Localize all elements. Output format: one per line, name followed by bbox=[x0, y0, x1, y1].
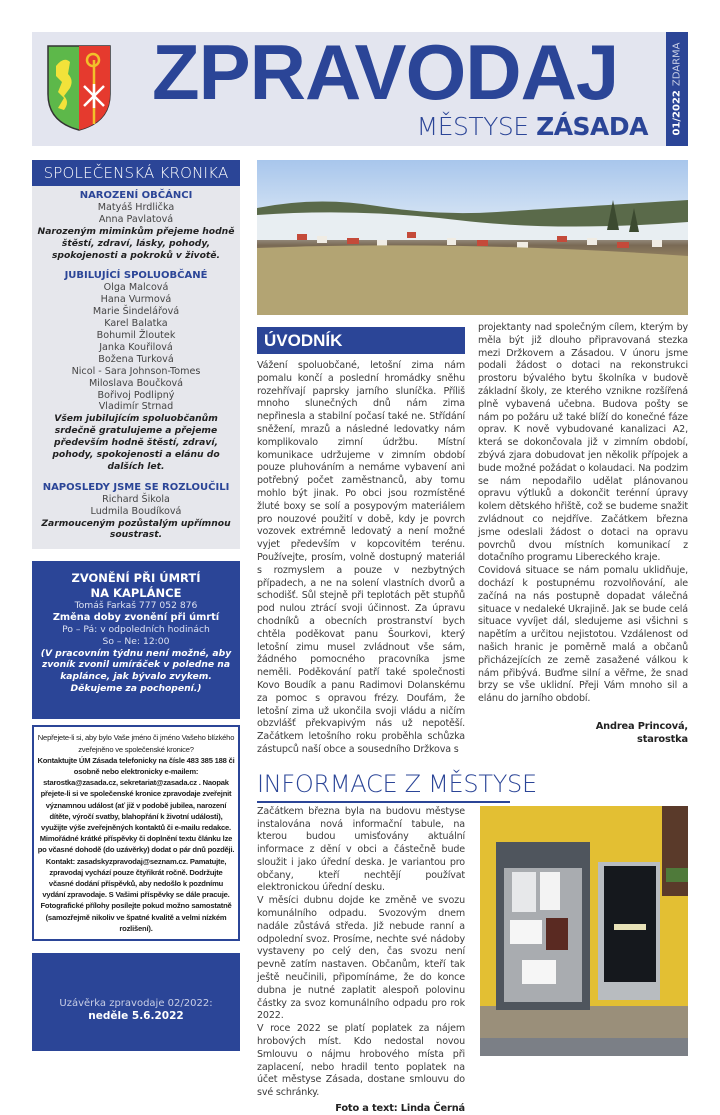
zvoneni-heading: ZVONĚNÍ PŘI ÚMRTÍ bbox=[71, 571, 201, 586]
zvoneni-box bbox=[32, 561, 240, 719]
paragraph: projektanty nad společným cílem, kterým by měla být již dlouho připravovaná stezka mezi Držkovem a Zásadou. V únoru jsme podali žádost o dotaci na rekonstrukci prostoru bývalého bytu školníka v budově základní školy, ze kterého vznikne rozšířená plně vybavená učebna. Budova pošty se nám po požáru už také blíží do konečné fáze oprav. K nově vybudované kanalizaci A2, která se dokončovala již v zimním období, zbývá zjara dobudovat jen několik přípojek a bude možné požádat o kolaudaci. Na podzim se nám nepodařilo udělat plánovanou opravu výtluků a dokončit terénní úpravy kolem dětského hřiště, což se budeme snažit zvládnout co nejdříve. Začátkem března jsme odeslali žádost o dotaci na opravu povrchů dvou místních komunikací z dotačního programu Libereckého kraje. bbox=[478, 322, 688, 564]
paragraph: Začátkem března byla na budovu městyse instalována nová informační tabule, na kterou budou umisťovány aktuální informace z dění v obci a částečně bude sloužit i jako úřední deska. Je variantou pro občany, kteří nechtějí používat elektronickou úřední desku. bbox=[257, 805, 465, 894]
uvodnik-left bbox=[257, 327, 465, 757]
subtitle-light: MĚSTYSE bbox=[416, 112, 529, 141]
privacy-notice bbox=[32, 725, 240, 941]
name: Anna Pavlatová bbox=[98, 213, 174, 225]
kronika-box bbox=[32, 186, 240, 549]
zvoneni-weekend: So – Ne: 12:00 bbox=[102, 635, 170, 647]
informace-row bbox=[257, 806, 688, 1115]
paragraph: Vážení spoluobčané, letošní zima nám pomalu končí a poslední hromádky sněhu rozehřívají paprsky jarního sluníčka. Příliš mnoho slunečných dnů nám zima nepřinesla a stabilní počasí také ne. Střídání sněžení, mrazů a následné ledovatky nám komplikovalo zimní údržbu. Místní komunikace udržujeme v zimním období pouze pluhováním a nemáme vybavení ani potřebný počet zaměstnanců, aby tomu mohlo být jinak. Po obci jsou rozmístěné žluté boxy se solí a posypovým materiálem pro nouzové použití v době, kdy je povrch vozovek extrémně ledovatý a není možné vyjet především v kopcovitém terénu. Používejte, prosím, volně dostupný materiál s rozmyslem a pouze v nezbytných případech, a ne na solení vlastních dvorů a schodišť. Sůl stejně při teplotách pět stupňů pod nulou ztrácí svoji účinnost. Za úpravu chodníků a obecních prostranství bych chtěla poděkovat panu Šourkovi, který letošní zimu musel zvládnout vše sám, žádného pomocného pracovníka jsme neměli. Poděkování patří také společnosti Kovo Boudík a panu Radimovi Dolanskému za pomoc s opravou frézy. Doufám, že letošní zima už ukončila svoji vládu a ničím obzvlášť překvapivým nás už nepotěší. Začátkem letošního roku proběhla schůzka zástupců naší obce a sousedního Držkova s bbox=[257, 360, 465, 755]
uvodnik-column-2 bbox=[478, 322, 688, 746]
name: Richard Šikola bbox=[102, 493, 170, 505]
name: Karel Balatka bbox=[104, 318, 168, 330]
author-name: Andrea Princová, bbox=[595, 720, 688, 732]
notice-body: Kontaktujte ÚM Zásada telefonicky na čísle 483 385 188 či osobně nebo elektronicky e-mailem: starostka@zasada.cz, sekretariat@zasada.cz . Naopak přejete-li si ve společenské kronice zpravodaje zveřejnit významnou událost (ať již v podobě jubilea, narození dítěte, výročí svatby, blahopřání k životní události), využijte výše zveřejněných kontaktů či e-mailu redakce. Mimořádné krátké příspěvky či doplnění textu článku lze po včasné dohodě (do uzávěrky) dodat o pár dnů později. Kontakt: zasadskyzpravodaj@seznam.cz. Pamatujte, zpravodaj vychází pouze čtyřikrát ročně. Dodržujte včasné dodání příspěvků, aby nedošlo k pozdnímu vydání zpravodaje. S Vašimi příspěvky se dále pracuje. Fotografické přílohy posílejte pokud možno samostatně (samozřejmě nikoliv ve špatné kvalitě a velmi nízkém rozlišení). bbox=[37, 755, 235, 933]
section-message: Narozeným miminkům přejeme hodně štěstí, zdraví, lásky, pohody, spokojenosti a pokroků v životě. bbox=[37, 225, 235, 261]
photo-credit: Foto a text: Linda Černá bbox=[335, 1103, 465, 1115]
zvoneni-change: Změna doby zvonění při úmrtí bbox=[52, 612, 220, 624]
name: Ludmila Boudíková bbox=[90, 505, 182, 517]
masthead bbox=[32, 28, 688, 146]
paragraph: Covidová situace se nám pomalu uklidňuje, dochází k postupnému rozvolňování, ale začíná na nás postupně dopadat válečná situace v nedaleké Ukrajině. Jak se bude celá situace vyvíjet dál, sledujeme asi všichni s napětím a určitou nejistotou. Vzdálenost od našich hranic je poměrně malá a občanů přicházejících ze země zasažené válkou k nám přibývá. Buďme silní a věřme, že snad brzy se vše uklidní. Přeji Vám mnoho sil a elánu do jarního období. bbox=[478, 565, 688, 705]
sidebar bbox=[32, 160, 240, 1051]
uvodnik-row bbox=[257, 315, 688, 757]
heading-underline bbox=[257, 801, 510, 803]
name: Olga Malcová bbox=[103, 282, 169, 294]
name: Matyáš Hrdlička bbox=[97, 201, 175, 213]
subtitle-bold: ZÁSADA bbox=[536, 112, 648, 141]
village-landscape-photo bbox=[257, 160, 688, 315]
kronika-heading: SPOLEČENSKÁ KRONIKA bbox=[32, 160, 240, 186]
section-message: Zarmouceným pozůstalým upřímnou soustrast. bbox=[41, 517, 231, 541]
zvoneni-weekdays: Po – Pá: v odpoledních hodinách bbox=[62, 623, 210, 635]
name: Nicol - Sara Johnson-Tomes bbox=[71, 365, 201, 377]
name: Hana Vurmová bbox=[100, 294, 172, 306]
deadline-label: Uzávěrka zpravodaje 02/2022: bbox=[59, 998, 213, 1010]
deadline-date: neděle 5.6.2022 bbox=[88, 1010, 184, 1023]
name: Božena Turková bbox=[98, 353, 174, 365]
uvodnik-heading: ÚVODNÍK bbox=[257, 327, 465, 354]
name: Bohumil Žloutek bbox=[96, 329, 176, 341]
section-message: Všem jubilujícím spoluobčanům srdečně gratulujeme a přejeme především hodně štěstí, zdraví, pohody, spokojenosti a elánu do dalších let. bbox=[52, 413, 220, 472]
informace-column bbox=[257, 806, 465, 1115]
issue-number: 01/2022 bbox=[671, 90, 683, 136]
newsletter-title: ZPRAVODAJ bbox=[152, 28, 619, 116]
name: Marie Šindelářová bbox=[92, 306, 180, 318]
name: Vladimír Strnad bbox=[98, 401, 174, 413]
informace-heading: INFORMACE Z MĚSTYSE bbox=[257, 769, 537, 798]
zvoneni-heading-2: NA KAPLÁNCE bbox=[90, 585, 182, 600]
author-role: starostka bbox=[637, 733, 688, 745]
zvoneni-contact: Tomáš Farkaš 777 052 876 bbox=[74, 600, 198, 612]
uvodnik-signature bbox=[478, 720, 688, 746]
zvoneni-note: (V pracovním týdnu není možné, aby zvoník zvonil umíráček v poledne na kaplánce, jak bývalo zvykem. Děkujeme za pochopení.) bbox=[40, 647, 232, 694]
section-heading: NAROZENÍ OBČÁNCI bbox=[79, 190, 193, 201]
price-label: ZDARMA bbox=[671, 42, 683, 87]
newsletter-subtitle bbox=[417, 112, 648, 142]
notice-intro: Nepřejete-li si, aby bylo Vaše jméno či jméno Vašeho blízkého zveřejněno ve společenské kronice? bbox=[37, 733, 235, 754]
information-board-photo bbox=[480, 806, 688, 1056]
name: Bořivoj Podlipný bbox=[97, 389, 175, 401]
name: Janka Kouřilová bbox=[99, 341, 173, 353]
name: Miloslava Boučková bbox=[88, 377, 184, 389]
main-content bbox=[257, 160, 688, 1115]
paragraph: V měsíci dubnu dojde ke změně ve svozu komunálního odpadu. Svozovým dnem nadále zůstává středa. Již nebude ranní a odpolední svoz. Prosíme, nechte své nádoby vystaveny po celý den, čas svozu není pevně zatím nastaven. Občanům, kteří tak ještě neučinili, připomínáme, že do konce dubna je nutné zaplatit alespoň polovinu částky za svoz komunálního odpadu pro rok 2022. bbox=[257, 895, 465, 1022]
paragraph: V roce 2022 se platí poplatek za nájem hrobových míst. Kdo nedostal novou Smlouvu o nájmu hrobového místa při zaplacení, nebo hradil tento poplatek na účet městyse Zásada, dostane smlouvu do své schránky. bbox=[257, 1023, 465, 1099]
issue-strip bbox=[666, 32, 688, 146]
deadline-box bbox=[32, 953, 240, 1051]
uvodnik-column-1 bbox=[257, 360, 465, 757]
section-heading: JUBILUJÍCÍ SPOLUOBČANÉ bbox=[64, 270, 208, 282]
coat-of-arms-icon bbox=[46, 44, 112, 132]
section-heading: NAPOSLEDY JSME SE ROZLOUČILI bbox=[42, 481, 230, 493]
